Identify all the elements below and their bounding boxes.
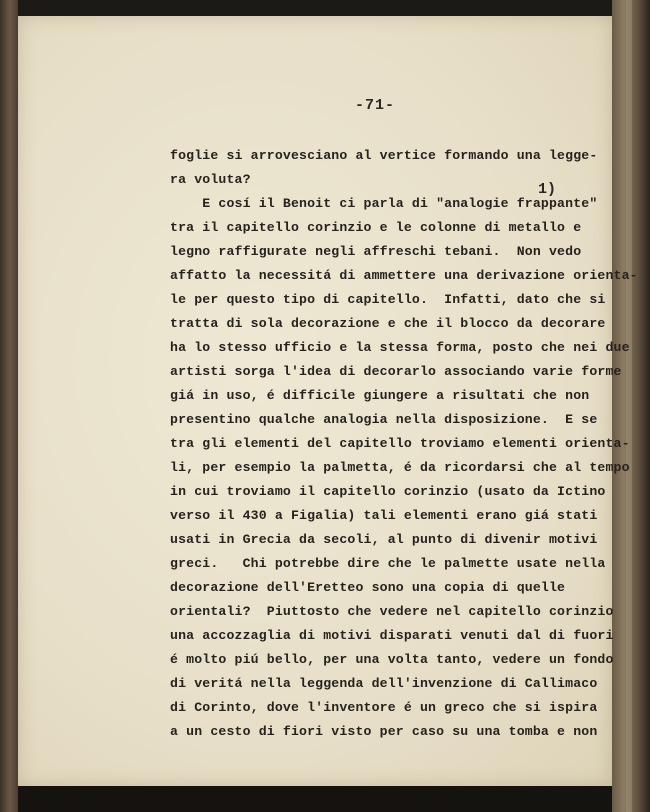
- book-binding-left: [0, 0, 18, 812]
- text-line: a un cesto di fiori visto per caso su una tomba e non: [170, 724, 598, 739]
- text-line: usati in Grecia da secoli, al punto di divenir motivi: [170, 532, 598, 547]
- text-line: tra gli elementi del capitello troviamo elementi orienta-: [170, 436, 630, 451]
- text-line: ha lo stesso ufficio e la stessa forma, posto che nei due: [170, 340, 630, 355]
- text-line: li, per esempio la palmetta, é da ricordarsi che al tempo: [170, 460, 630, 475]
- text-line: tratta di sola decorazione e che il blocco da decorare: [170, 316, 606, 331]
- text-line: giá in uso, é difficile giungere a risultati che non: [170, 388, 590, 403]
- text-line: orientali? Piuttosto che vedere nel capitello corinzio: [170, 604, 614, 619]
- text-line: foglie si arrovesciano al vertice formando una legge-: [170, 148, 598, 163]
- text-line: artisti sorga l'idea di decorarlo associando varie forme: [170, 364, 622, 379]
- text-line: una accozzaglia di motivi disparati venuti dal di fuori: [170, 628, 614, 643]
- text-line: ra voluta?: [170, 172, 251, 187]
- text-line: di Corinto, dove l'inventore é un greco che si ispira: [170, 700, 598, 715]
- footnote-marker: 1): [538, 181, 557, 198]
- page-edges: [626, 0, 632, 812]
- text-line: verso il 430 a Figalia) tali elementi erano giá stati: [170, 508, 598, 523]
- text-line: in cui troviamo il capitello corinzio (usato da Ictino: [170, 484, 606, 499]
- text-line: é molto piú bello, per una volta tanto, vedere un fondo: [170, 652, 614, 667]
- book-binding-right: [612, 0, 650, 812]
- text-line: E cosí il Benoit ci parla di "analogie frappante": [170, 196, 598, 211]
- page-number: -71-: [355, 97, 396, 114]
- text-line: le per questo tipo di capitello. Infatti, dato che si: [170, 292, 606, 307]
- page-bottom-shadow: [18, 786, 612, 812]
- text-line: presentino qualche analogia nella disposizione. E se: [170, 412, 598, 427]
- text-line: legno raffigurate negli affreschi tebani. Non vedo: [170, 244, 582, 259]
- text-line: di veritá nella leggenda dell'invenzione di Callimaco: [170, 676, 598, 691]
- text-line: decorazione dell'Eretteo sono una copia di quelle: [170, 580, 566, 595]
- text-line: tra il capitello corinzio e le colonne di metallo e: [170, 220, 582, 235]
- text-line: greci. Chi potrebbe dire che le palmette usate nella: [170, 556, 606, 571]
- text-line: affatto la necessitá di ammettere una derivazione orienta-: [170, 268, 638, 283]
